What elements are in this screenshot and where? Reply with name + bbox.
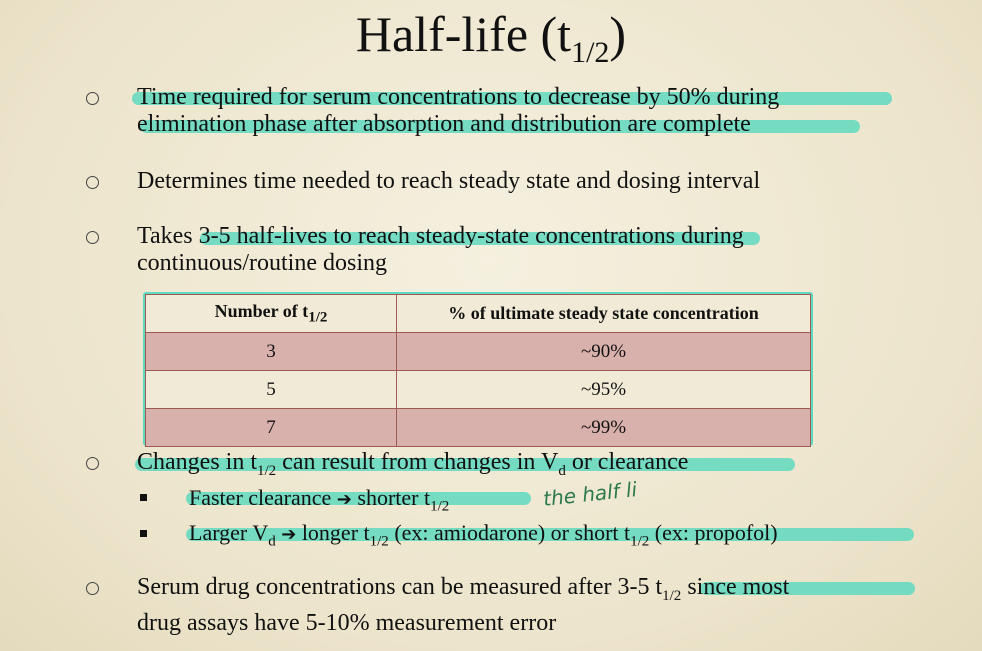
- bullet-3: Takes 3-5 half-lives to reach steady-state concentrations during continuous/routine dosing: [137, 223, 744, 276]
- handwritten-note: the half li: [542, 477, 639, 511]
- bullet-ring-icon: [86, 457, 99, 470]
- bullet-square-icon: [140, 530, 147, 537]
- bullet-square-icon: [140, 494, 147, 501]
- table-row: 3 ~90%: [146, 333, 811, 371]
- table-row: 7 ~99%: [146, 409, 811, 447]
- table-header-number: Number of $t_{1/2}$: [146, 295, 397, 333]
- half-life-table: [145, 294, 811, 447]
- bullet-ring-icon: [86, 231, 99, 244]
- bullet-ring-icon: [86, 582, 99, 595]
- bullet-ring-icon: [86, 92, 99, 105]
- table-row: 5 ~95%: [146, 371, 811, 409]
- bullet-2: Determines time needed to reach steady state and dosing interval: [137, 168, 761, 194]
- bullet-1: Time required for serum concentrations to decrease by 50% during elimination phase after absorption and distribution are complete: [137, 84, 780, 137]
- bullet-5: Serum drug concentrations can be measured after 3-5 $t_{1/2}$ since most drug assays have 5-10% measurement error: [137, 574, 790, 636]
- bullet-ring-icon: [86, 176, 99, 189]
- slide-title: Half-life $(t_{1/2})$: [355, 6, 627, 69]
- table-header-percent: % of ultimate steady state concentration: [397, 295, 811, 333]
- bullet-4: Changes in $t_{1/2}$ can result from changes in $V_d$ or clearance: [137, 449, 689, 479]
- sub-bullet-1: Faster clearance ➔ shorter $t_{1/2}$: [189, 485, 450, 515]
- sub-bullet-2: Larger $V_d$ ➔ longer $t_{1/2}$ (ex: amiodarone) or short $t_{1/2}$ (ex: propofol): [189, 520, 778, 550]
